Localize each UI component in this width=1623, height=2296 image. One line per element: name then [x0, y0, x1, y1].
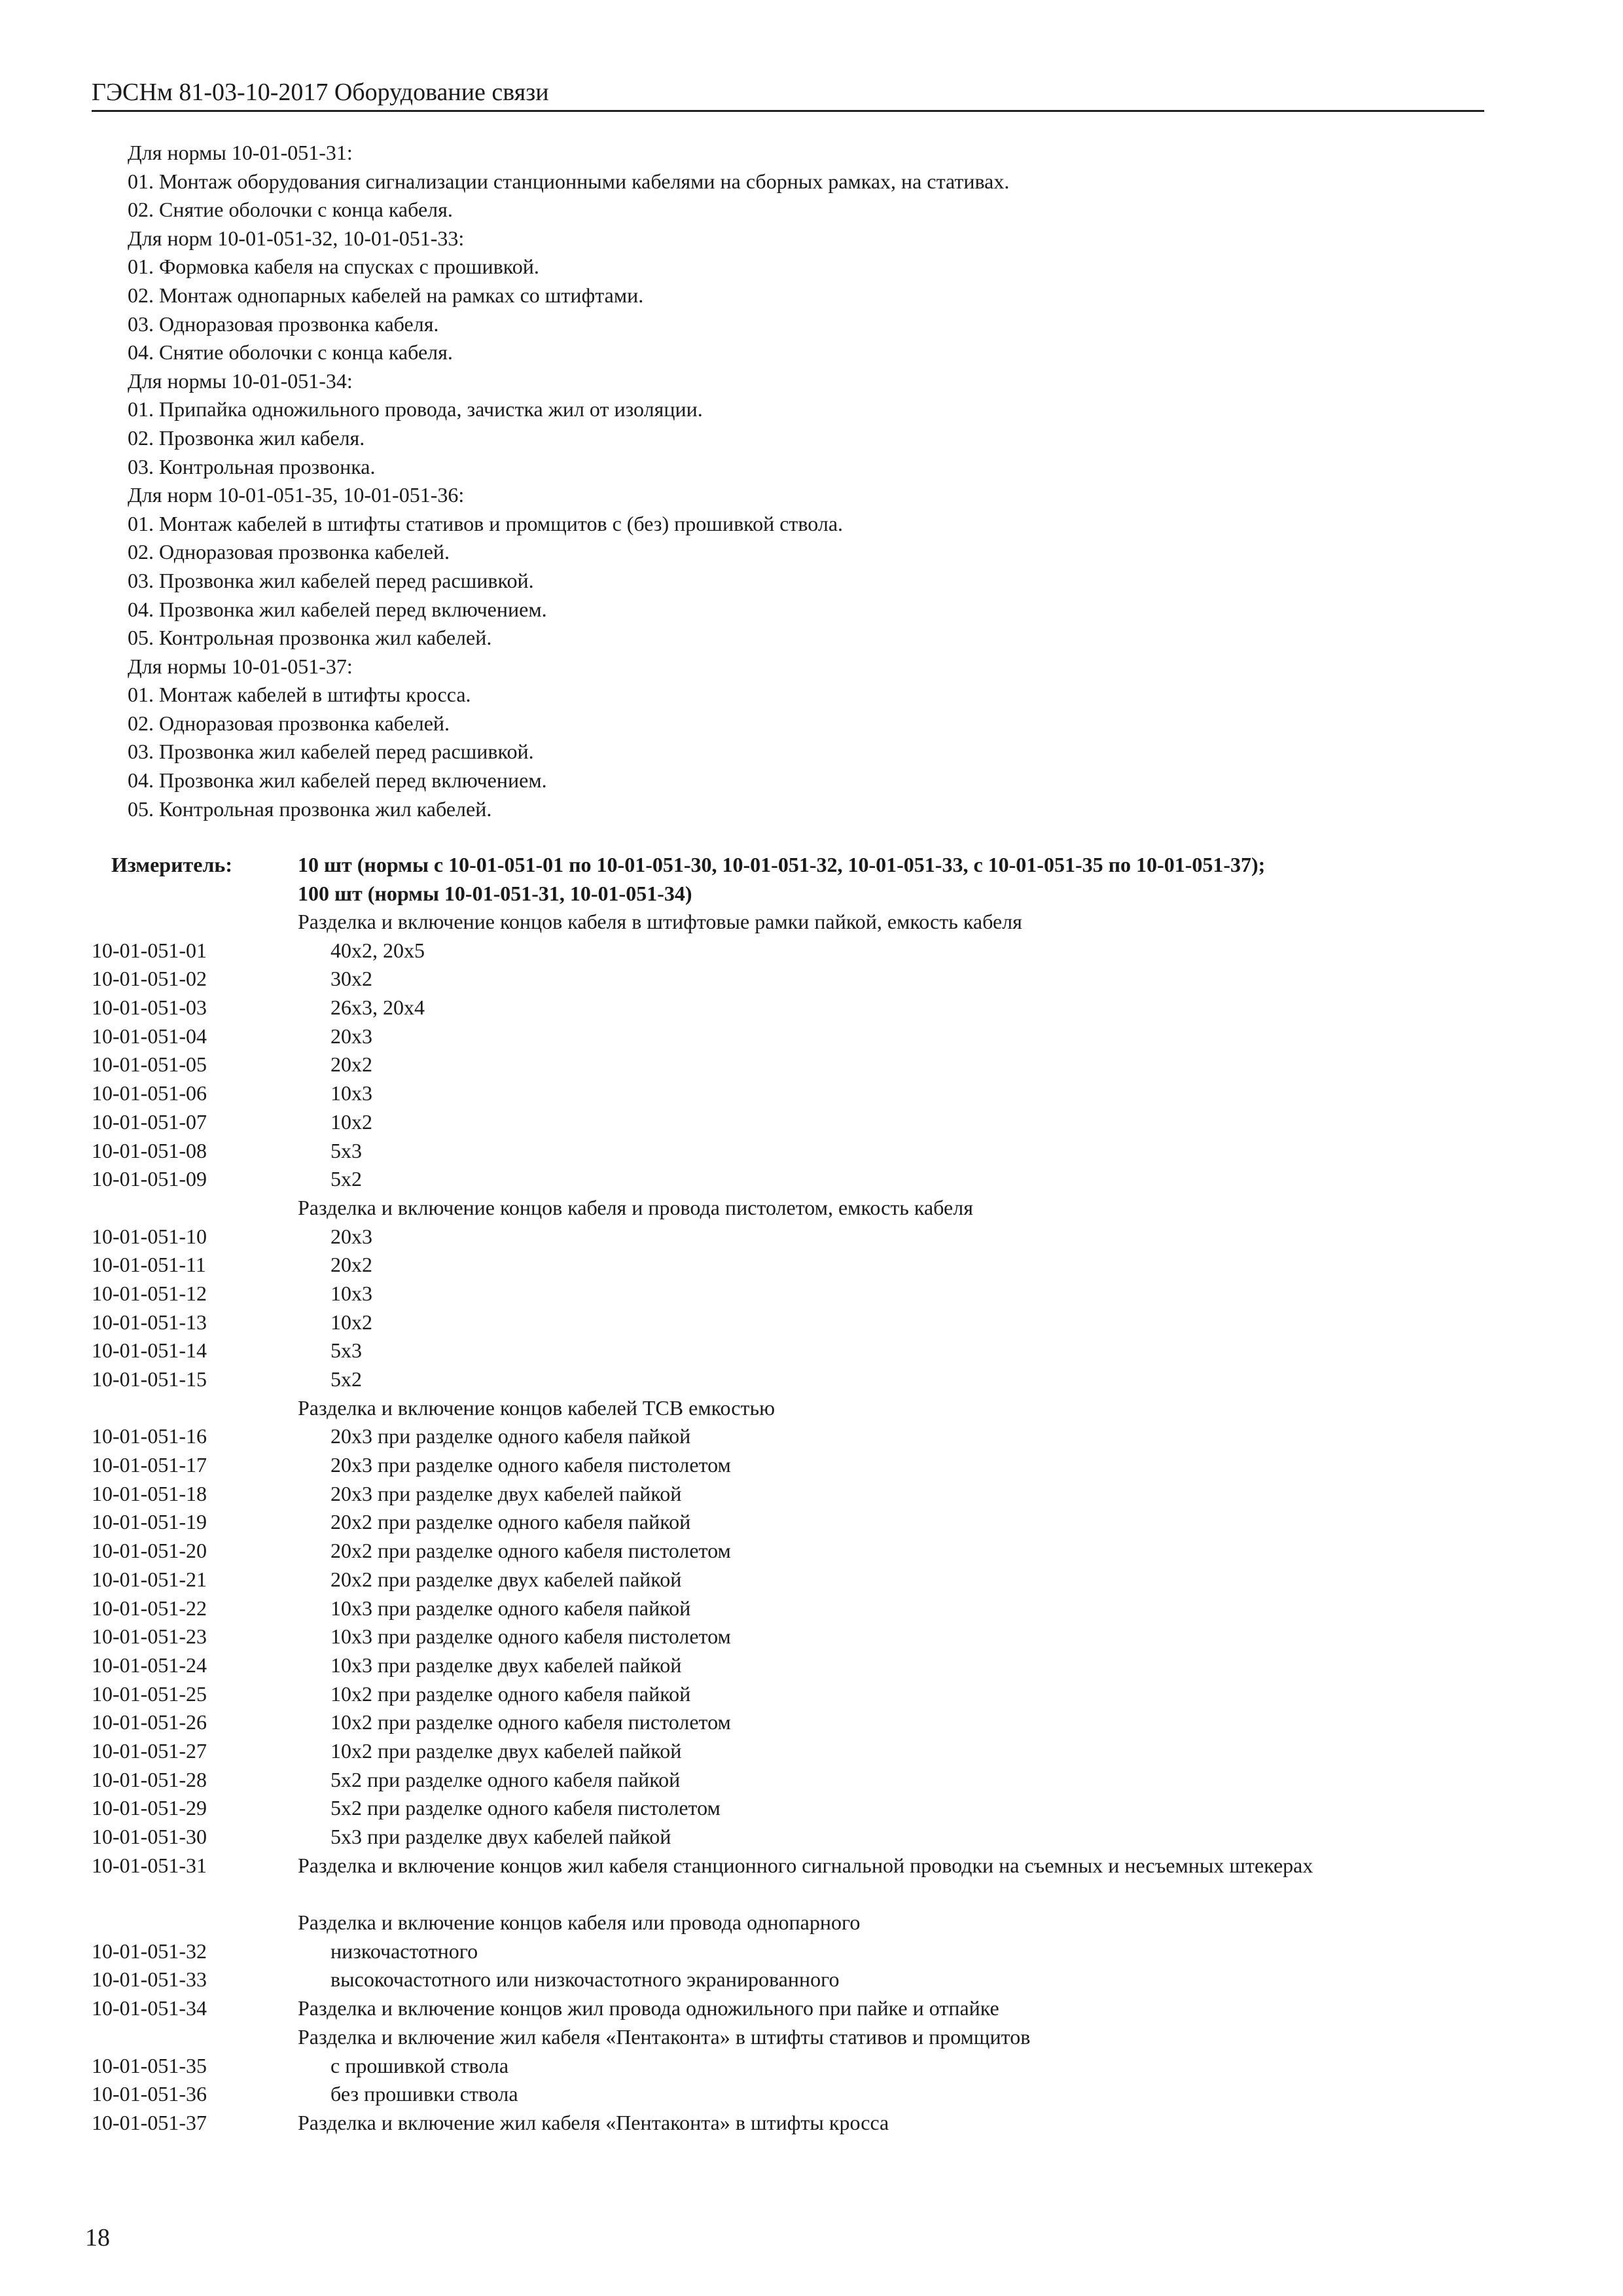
norm-code: 10-01-051-09 [92, 1167, 207, 1191]
norm-row [0, 1108, 1623, 1137]
operation-line: 03. Одноразовая прозвонка кабеля. [128, 312, 439, 336]
norm-code: 10-01-051-01 [92, 938, 207, 962]
norm-row [0, 1365, 1623, 1394]
norm-row [0, 1137, 1623, 1166]
norm-description: 20x2 при разделке двух кабелей пайкой [330, 1567, 682, 1591]
norm-code: 10-01-051-22 [92, 1596, 207, 1620]
norm-code: 10-01-051-02 [92, 967, 207, 991]
operation-line: 02. Снятие оболочки с конца кабеля. [128, 198, 453, 222]
norm-row [0, 1994, 1623, 2023]
norm-row [0, 1422, 1623, 1451]
norm-description: 5x2 [330, 1167, 362, 1191]
norm-description: 10x2 при разделке одного кабеля пайкой [330, 1681, 691, 1706]
norm-description: 20x3 при разделке одного кабеля пистолетом [330, 1453, 731, 1477]
measure-value [298, 851, 1476, 908]
norm-description: Разделка и включение жил кабеля «Пентаконта» в штифты стативов и промщитов [298, 2024, 1031, 2049]
norm-description: высокочастотного или низкочастотного экранированного [330, 1967, 840, 1992]
norm-row [0, 1165, 1623, 1194]
norm-description: 20x3 [330, 1224, 372, 1248]
norm-code: 10-01-051-34 [92, 1996, 207, 2020]
operation-line: 02. Монтаж однопарных кабелей на рамках со штифтами. [128, 283, 644, 307]
norm-code: 10-01-051-04 [92, 1024, 207, 1048]
norm-description: 5x2 при разделке одного кабеля пайкой [330, 1767, 681, 1791]
norm-code: 10-01-051-33 [92, 1967, 207, 1992]
norm-code: 10-01-051-27 [92, 1738, 207, 1763]
norm-code: 10-01-051-03 [92, 996, 207, 1020]
norm-row [0, 1394, 1623, 1423]
norm-description: 10x3 при разделке одного кабеля пайкой [330, 1596, 691, 1620]
operation-line: 05. Контрольная прозвонка жил кабелей. [128, 626, 492, 650]
norm-row [0, 1022, 1623, 1051]
norm-code: 10-01-051-12 [92, 1281, 207, 1305]
norm-description: Разделка и включение концов кабелей ТСВ емкостью [298, 1395, 775, 1420]
measure-line-2: 100 шт (нормы 10-01-051-31, 10-01-051-34) [298, 881, 692, 905]
document-title: ГЭСНм 81-03-10-2017 Оборудование связи [92, 79, 549, 106]
operation-line: Для нормы 10-01-051-34: [128, 368, 353, 393]
norm-code: 10-01-051-29 [92, 1796, 207, 1820]
norm-description: 10x3 при разделке одного кабеля пистолетом [330, 1624, 731, 1649]
norm-row [0, 1251, 1623, 1280]
norm-description: 10x2 [330, 1109, 372, 1134]
norm-description: 20x3 [330, 1024, 372, 1048]
operation-line: 02. Прозвонка жил кабеля. [128, 425, 365, 450]
norm-code: 10-01-051-37 [92, 2110, 207, 2134]
norm-row [0, 1050, 1623, 1079]
norm-description: 5x3 [330, 1338, 362, 1363]
norm-description: Разделка и включение концов кабеля и провода пистолетом, емкость кабеля [298, 1195, 973, 1219]
operation-line: Для нормы 10-01-051-37: [128, 654, 353, 678]
norm-code: 10-01-051-23 [92, 1624, 207, 1649]
norm-code: 10-01-051-32 [92, 1939, 207, 1963]
norm-code: 10-01-051-17 [92, 1453, 207, 1477]
page-number: 18 [85, 2224, 110, 2251]
norm-code: 10-01-051-06 [92, 1081, 207, 1105]
norm-row [0, 1336, 1623, 1365]
norm-code: 10-01-051-36 [92, 2082, 207, 2106]
norm-code: 10-01-051-28 [92, 1767, 207, 1791]
norm-row [0, 1623, 1623, 1651]
norm-row [0, 1223, 1623, 1251]
norm-row [0, 1194, 1623, 1223]
norm-row [0, 2052, 1623, 2081]
norm-row [0, 1280, 1623, 1308]
measure-line-1: 10 шт (нормы с 10-01-051-01 по 10-01-051-30, 10-01-051-32, 10-01-051-33, с 10-01-051-35 по 10-01-051-37); [298, 853, 1266, 876]
norm-row [0, 1965, 1623, 1994]
norm-row [0, 1737, 1623, 1766]
norm-row [0, 2023, 1623, 2052]
operation-line: 03. Контрольная прозвонка. [128, 454, 376, 478]
operations-list [128, 139, 1436, 823]
norm-description: 5x2 [330, 1367, 362, 1391]
norm-row [0, 1079, 1623, 1108]
norm-description: низкочастотного [330, 1939, 478, 1963]
norm-row [0, 1680, 1623, 1709]
norm-code: 10-01-051-30 [92, 1825, 207, 1848]
norm-row [0, 1308, 1623, 1337]
norm-row [0, 1537, 1623, 1566]
operation-line: Для нормы 10-01-051-31: [128, 141, 353, 164]
norm-description: с прошивкой ствола [330, 2053, 509, 2077]
norm-code: 10-01-051-14 [92, 1338, 207, 1363]
norm-description: 40x2, 20x5 [330, 938, 425, 962]
operation-line: Для норм 10-01-051-35, 10-01-051-36: [128, 483, 465, 507]
norm-description: 10x2 при разделке двух кабелей пайкой [330, 1738, 682, 1763]
norm-row [0, 1566, 1623, 1594]
norm-row [0, 1508, 1623, 1537]
norm-description: 20x2 [330, 1052, 372, 1077]
norm-code: 10-01-051-20 [92, 1539, 207, 1563]
norm-row [0, 2109, 1623, 2138]
operation-line: 04. Прозвонка жил кабелей перед включением. [128, 768, 547, 793]
norm-code: 10-01-051-07 [92, 1109, 207, 1134]
norm-row [0, 1909, 1623, 1937]
norm-description: 10x3 [330, 1281, 372, 1305]
norm-row [0, 1937, 1623, 1966]
norm-row [0, 1651, 1623, 1680]
norm-description: 30x2 [330, 967, 372, 991]
operation-line: 01. Формовка кабеля на спусках с прошивкой. [128, 255, 539, 279]
page-header [92, 77, 1484, 112]
norm-row [0, 965, 1623, 994]
norm-description: Разделка и включение жил кабеля «Пентаконта» в штифты кросса [298, 2110, 889, 2134]
norm-code: 10-01-051-15 [92, 1367, 207, 1391]
norm-description: 5x3 [330, 1138, 362, 1162]
norm-row [0, 994, 1623, 1022]
norm-description: 10x3 [330, 1081, 372, 1105]
norm-description: Разделка и включение концов кабеля или провода однопарного [298, 1910, 861, 1935]
norm-code: 10-01-051-21 [92, 1567, 207, 1591]
norm-row [0, 1480, 1623, 1509]
norm-description: Разделка и включение концов жил кабеля станционного сигнальной проводки на съемных и несъемных штекерах [298, 1853, 1313, 1877]
norm-description: 20x3 при разделке двух кабелей пайкой [330, 1481, 682, 1505]
norm-code: 10-01-051-25 [92, 1681, 207, 1706]
norms-table [0, 908, 1623, 2138]
norm-description: 10x3 при разделке двух кабелей пайкой [330, 1653, 682, 1677]
norm-row [0, 1708, 1623, 1737]
norm-description: 20x3 при разделке одного кабеля пайкой [330, 1424, 691, 1448]
norm-code: 10-01-051-05 [92, 1052, 207, 1077]
norm-description: 5x3 при разделке двух кабелей пайкой [330, 1825, 671, 1848]
norm-row [0, 1823, 1623, 1852]
norm-description: 10x2 при разделке одного кабеля пистолетом [330, 1710, 731, 1734]
norm-description: 20x2 при разделке одного кабеля пайкой [330, 1510, 691, 1534]
norm-description: 20x2 [330, 1253, 372, 1277]
norm-row [0, 1852, 1623, 1909]
operation-line: 05. Контрольная прозвонка жил кабелей. [128, 797, 492, 821]
norm-code: 10-01-051-11 [92, 1253, 206, 1277]
norm-description: без прошивки ствола [330, 2082, 518, 2106]
norm-row [0, 937, 1623, 965]
operation-line: 02. Одноразовая прозвонка кабелей. [128, 711, 450, 735]
norm-code: 10-01-051-08 [92, 1138, 207, 1162]
norm-row [0, 1794, 1623, 1823]
operation-line: Для норм 10-01-051-32, 10-01-051-33: [128, 226, 465, 250]
norm-code: 10-01-051-13 [92, 1310, 207, 1334]
norm-code: 10-01-051-10 [92, 1224, 207, 1248]
operation-line: 03. Прозвонка жил кабелей перед расшивкой. [128, 740, 534, 764]
norm-row [0, 1766, 1623, 1795]
operation-line: 04. Снятие оболочки с конца кабеля. [128, 340, 453, 365]
norm-code: 10-01-051-18 [92, 1481, 207, 1505]
norm-description: 5x2 при разделке одного кабеля пистолетом [330, 1796, 721, 1820]
operation-line: 03. Прозвонка жил кабелей перед расшивкой. [128, 568, 534, 592]
operation-line: 01. Монтаж кабелей в штифты кросса. [128, 683, 471, 707]
operation-line: 04. Прозвонка жил кабелей перед включением. [128, 597, 547, 621]
norm-description: 10x2 [330, 1310, 372, 1334]
operation-line: 02. Одноразовая прозвонка кабелей. [128, 540, 450, 564]
operation-line: 01. Монтаж кабелей в штифты стативов и промщитов с (без) прошивкой ствола. [128, 511, 844, 535]
norm-row [0, 2080, 1623, 2109]
norm-code: 10-01-051-16 [92, 1424, 207, 1448]
norm-row [0, 908, 1623, 937]
norm-description: Разделка и включение концов жил провода одножильного при пайке и отпайке [298, 1996, 999, 2020]
operation-line: 01. Припайка одножильного провода, зачистка жил от изоляции. [128, 397, 703, 422]
norm-row [0, 1594, 1623, 1623]
norm-code: 10-01-051-26 [92, 1710, 207, 1734]
norm-description: Разделка и включение концов кабеля в штифтовые рамки пайкой, емкость кабеля [298, 910, 1022, 933]
norm-description: 26x3, 20x4 [330, 996, 425, 1020]
norm-code: 10-01-051-24 [92, 1653, 207, 1677]
norm-code: 10-01-051-19 [92, 1510, 207, 1534]
norm-code: 10-01-051-31 [92, 1853, 207, 1877]
norm-code: 10-01-051-35 [92, 2053, 207, 2077]
operation-line: 01. Монтаж оборудования сигнализации станционными кабелями на сборных рамках, на стативах. [128, 169, 1010, 193]
measure-label: Измеритель: [111, 853, 232, 876]
norm-row [0, 1451, 1623, 1480]
norm-description: 20x2 при разделке одного кабеля пистолетом [330, 1539, 731, 1563]
